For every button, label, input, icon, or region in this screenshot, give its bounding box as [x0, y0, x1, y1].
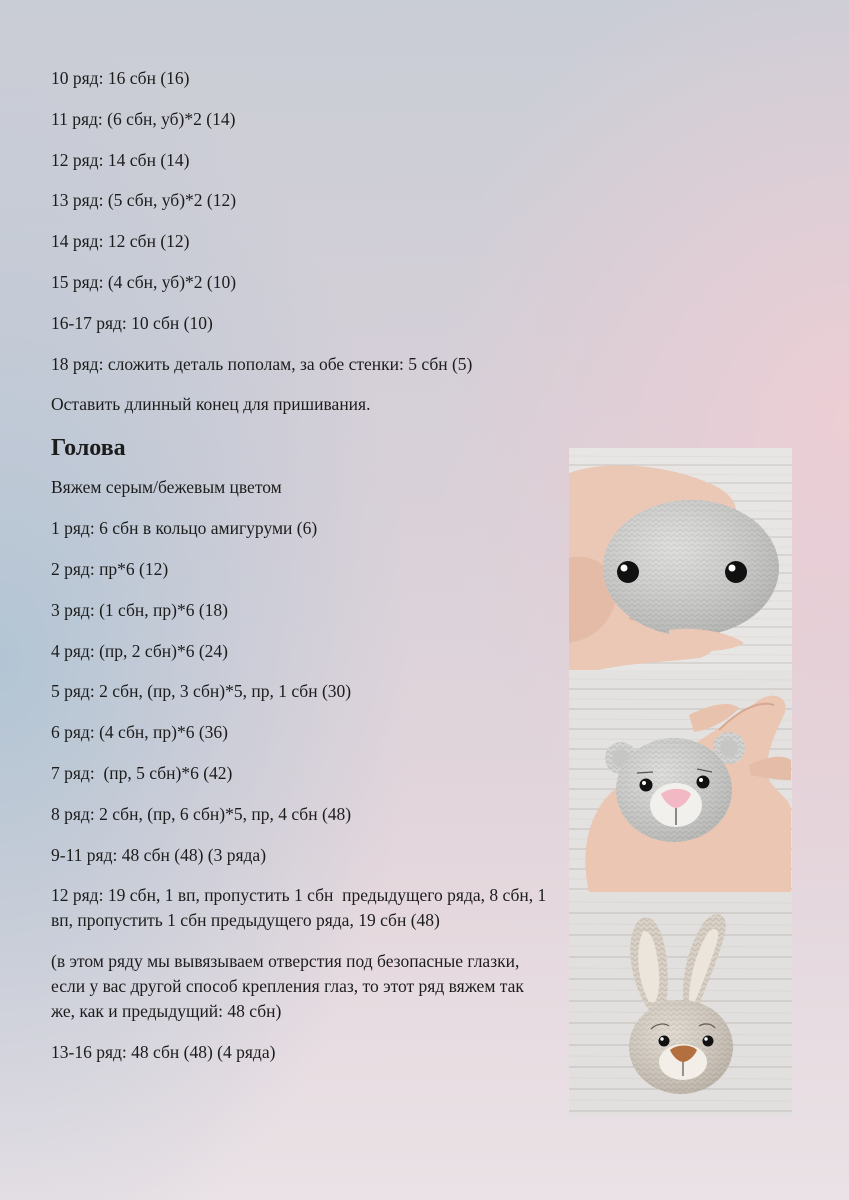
pattern-text: [51, 66, 551, 1081]
head-row-12: 12 ряд: 19 сбн, 1 вп, пропустить 1 сбн предыдущего ряда, 8 сбн, 1 вп, пропустить 1 сбн предыдущего ряда, 19 сбн (48): [51, 885, 551, 931]
crochet-bunny-head-photo: [569, 892, 792, 1116]
head-row-4: 4 ряд: (пр, 2 сбн)*6 (24): [51, 640, 228, 661]
head-row-8: 8 ряд: 2 сбн, (пр, 6 сбн)*5, пр, 4 сбн (48): [51, 803, 352, 824]
head-row-1: 1 ряд: 6 сбн в кольцо амигуруми (6): [51, 518, 318, 539]
head-row-12-note: (в этом ряду мы вывязываем отверстия под безопасные глазки, если у вас другой способ крепления глаз, то этот ряд вяжем так же, как и предыдущий: 48 сбн): [51, 951, 529, 1022]
crochet-ball-head-photo: [569, 448, 792, 670]
row-12: 12 ряд: 14 сбн (14): [51, 149, 190, 170]
head-row-2: 2 ряд: пр*6 (12): [51, 558, 169, 579]
head-row-6: 6 ряд: (4 сбн, пр)*6 (36): [51, 722, 228, 743]
section-heading: Голова: [51, 435, 126, 462]
row-15: 15 ряд: (4 сбн, уб)*2 (10): [51, 271, 237, 292]
finish-note: Оставить длинный конец для пришивания.: [51, 394, 371, 415]
crochet-bear-head-photo: [569, 670, 792, 892]
row-10: 10 ряд: 16 сбн (16): [51, 68, 190, 88]
head-row-9-11: 9-11 ряд: 48 сбн (48) (3 ряда): [51, 844, 267, 865]
head-row-3: 3 ряд: (1 сбн, пр)*6 (18): [51, 599, 228, 620]
row-11: 11 ряд: (6 сбн, уб)*2 (14): [51, 108, 236, 129]
row-13: 13 ряд: (5 сбн, уб)*2 (12): [51, 190, 237, 211]
section-intro: Вяжем серым/бежевым цветом: [51, 477, 282, 498]
head-row-13-16: 13-16 ряд: 48 сбн (48) (4 ряда): [51, 1041, 276, 1062]
head-row-5: 5 ряд: 2 сбн, (пр, 3 сбн)*5, пр, 1 сбн (30): [51, 681, 352, 702]
row-16-17: 16-17 ряд: 10 сбн (10): [51, 312, 213, 333]
photo-strip: [569, 448, 792, 1116]
row-14: 14 ряд: 12 сбн (12): [51, 231, 190, 252]
head-row-7: 7 ряд: (пр, 5 сбн)*6 (42): [51, 762, 233, 783]
row-18: 18 ряд: сложить деталь пополам, за обе стенки: 5 сбн (5): [51, 353, 473, 374]
